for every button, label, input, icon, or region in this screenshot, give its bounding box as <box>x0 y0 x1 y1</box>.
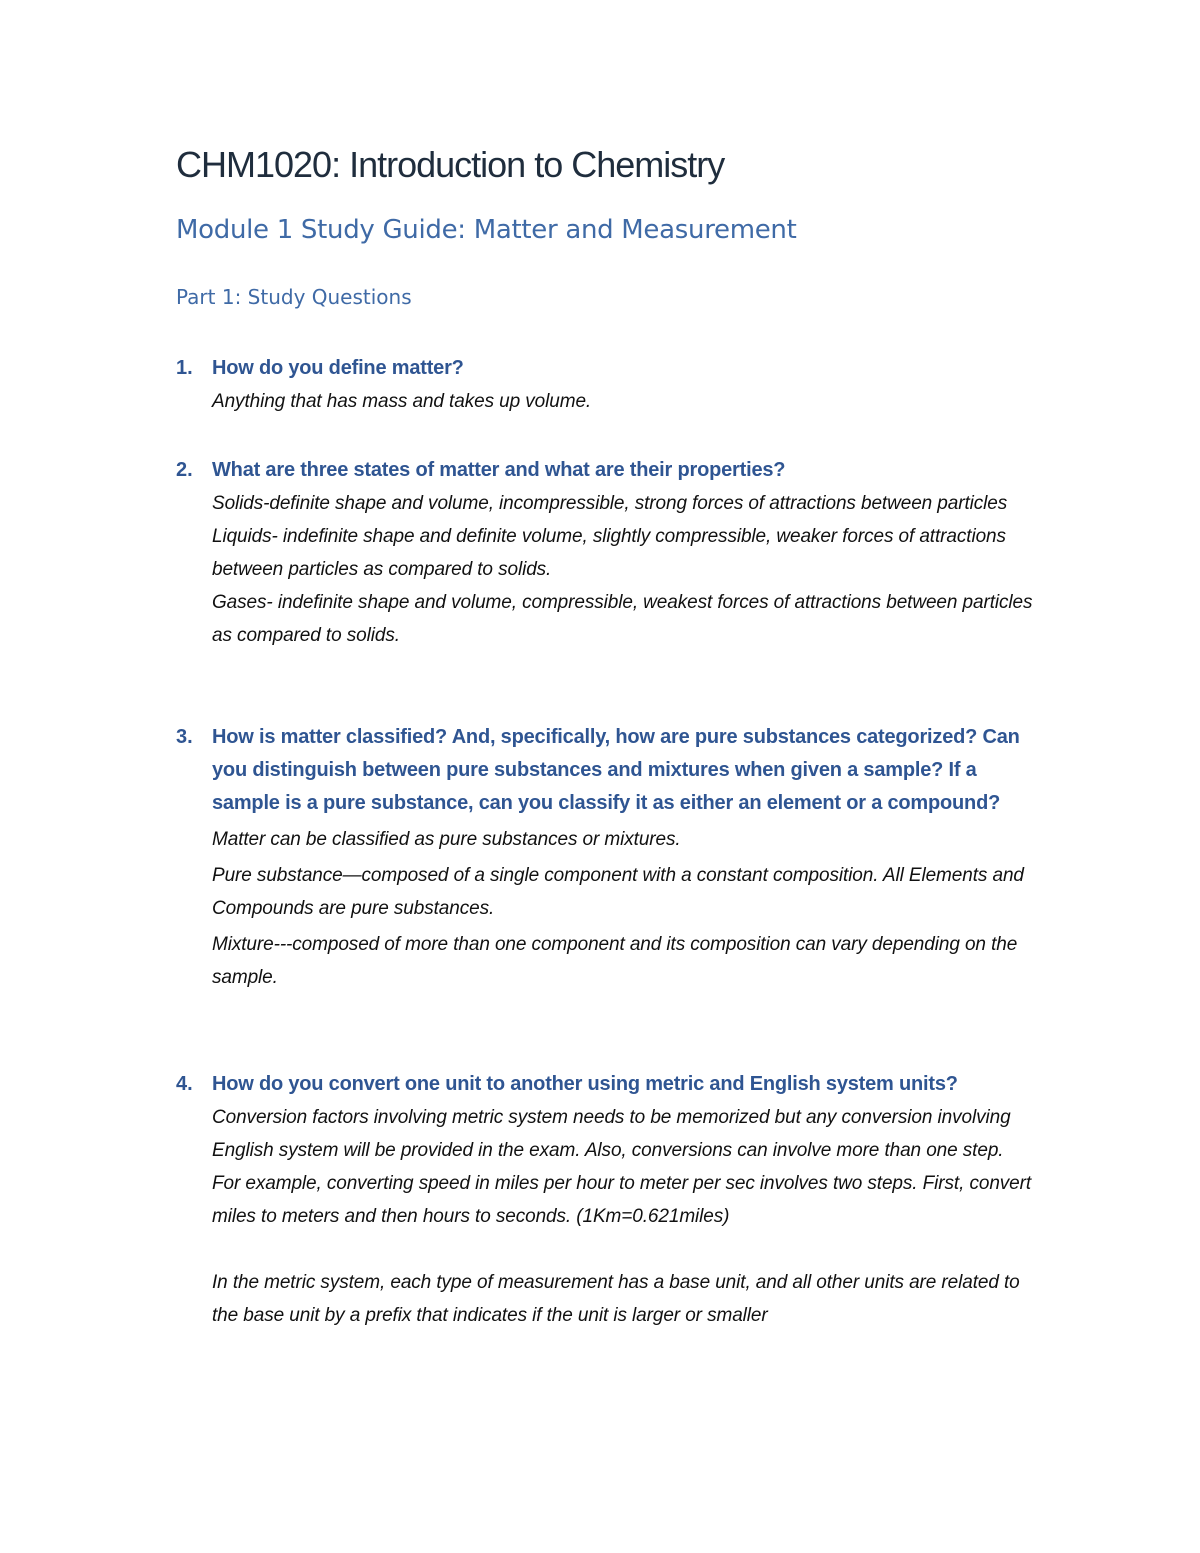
question-number: 3. <box>176 726 193 748</box>
question-2 <box>176 454 1036 652</box>
question-number: 1. <box>176 357 193 379</box>
answer-text: Anything that has mass and takes up volume. <box>212 391 592 412</box>
paragraph-spacer <box>212 1233 1036 1266</box>
answer-text: Gases- indefinite shape and volume, compressible, weakest forces of attractions between particles as compared to solids. <box>212 592 1033 646</box>
question-1 <box>176 352 1036 418</box>
document-title: CHM1020: Introduction to Chemistry <box>176 144 725 185</box>
question-text: What are three states of matter and what are their properties? <box>212 459 786 481</box>
answer-text: Conversion factors involving metric system needs to be memorized but any conversion involving English system will be provided in the exam. Also, conversions can involve more than one step. For example, converting speed in miles per hour to meter per sec involves two steps. First, convert miles to meters and then hours to seconds. (1Km=0.621miles) <box>212 1107 1032 1227</box>
answer-text: Mixture---composed of more than one component and its composition can vary depending on the sample. <box>212 934 1018 988</box>
answer-text: Matter can be classified as pure substances or mixtures. <box>212 829 681 850</box>
question-number: 4. <box>176 1073 193 1095</box>
answer-text: Solids-definite shape and volume, incompressible, strong forces of attractions between particles <box>212 493 1008 514</box>
answer-text: In the metric system, each type of measurement has a base unit, and all other units are related to the base unit by a prefix that indicates if the unit is larger or smaller <box>212 1272 1020 1326</box>
answer-text: Pure substance—composed of a single component with a constant composition. All Elements and Compounds are pure substances. <box>212 865 1024 919</box>
question-text: How do you convert one unit to another using metric and English system units? <box>212 1073 958 1095</box>
question-text: How is matter classified? And, specifically, how are pure substances categorized? Can you distinguish between pure substances and mixtures when given a sample? If a sample is a pure substance, can you classify it as either an element or a compound? <box>212 726 1020 814</box>
document-subtitle: Module 1 Study Guide: Matter and Measurement <box>176 215 797 245</box>
question-3 <box>176 721 1036 994</box>
question-text: How do you define matter? <box>212 357 464 379</box>
answer-text: Liquids- indefinite shape and definite volume, slightly compressible, weaker forces of attractions between particles as compared to solids. <box>212 526 1006 580</box>
part-heading: Part 1: Study Questions <box>176 285 412 309</box>
question-4 <box>176 1068 1036 1332</box>
question-number: 2. <box>176 459 193 481</box>
